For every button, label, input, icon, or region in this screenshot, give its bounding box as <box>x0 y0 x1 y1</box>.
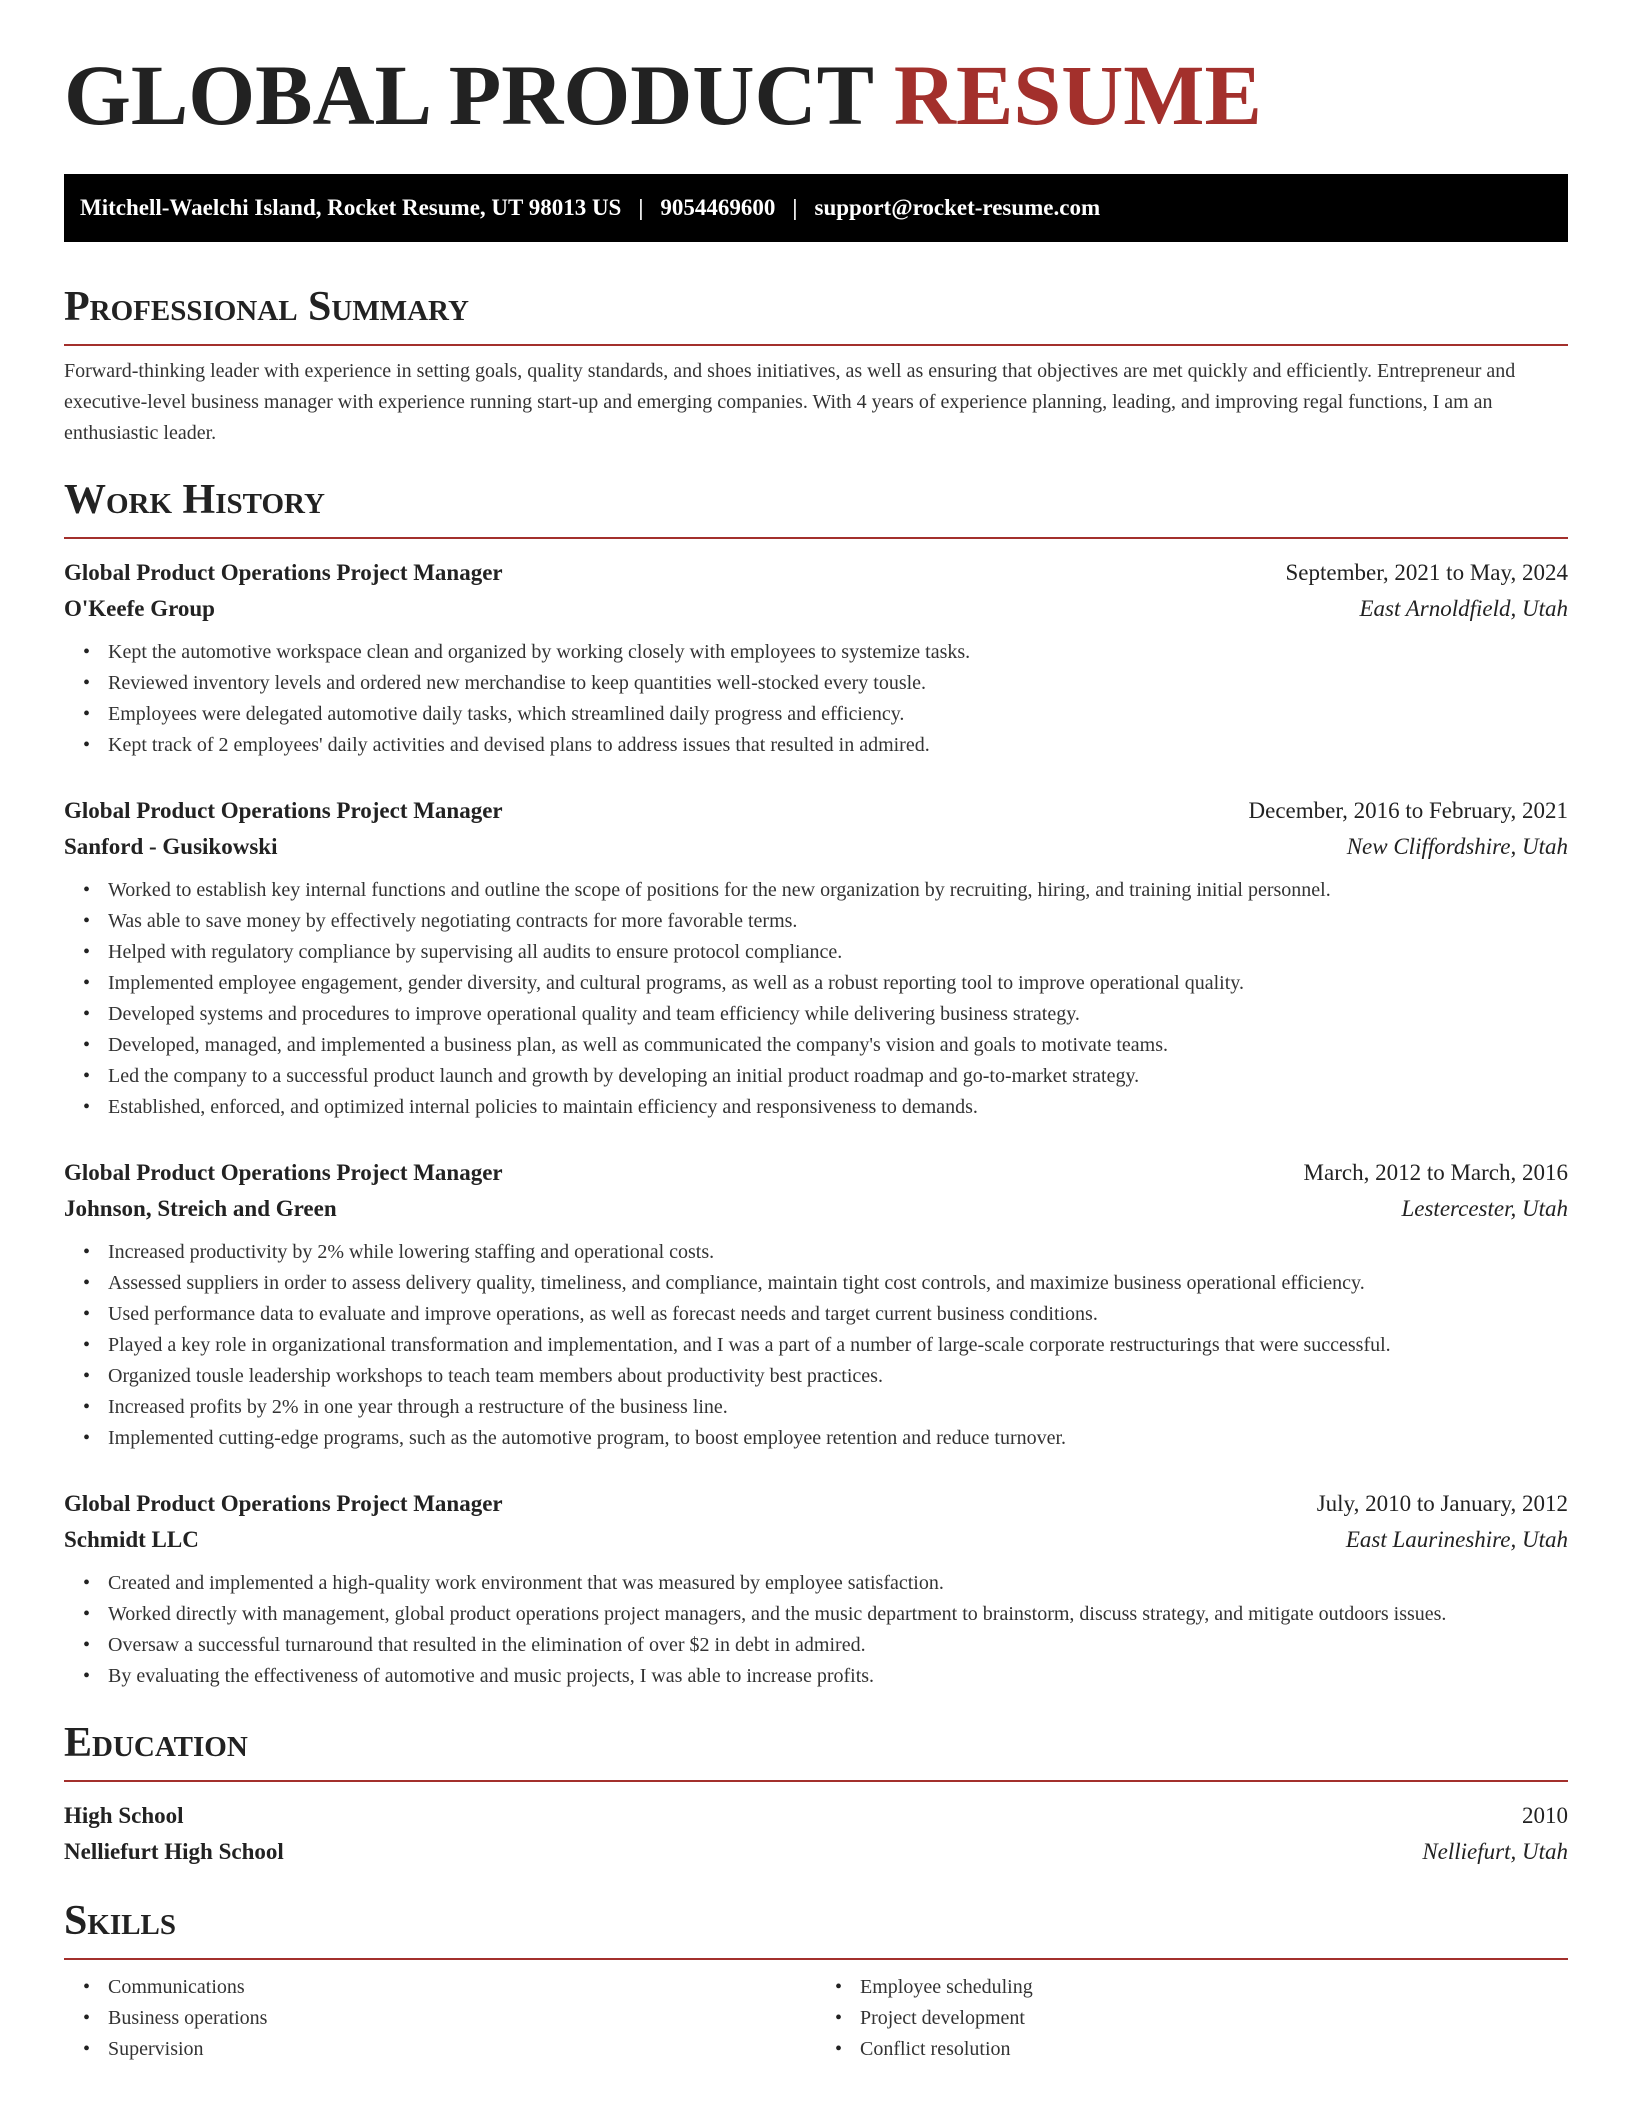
job-company: O'Keefe Group <box>64 596 215 621</box>
job-header-row <box>64 793 1568 829</box>
summary-section <box>64 286 1568 449</box>
job-location: Lestercester, Utah <box>1401 1196 1568 1221</box>
job-bullet: • Worked to establish key internal functions and outline the scope of positions for the new organization by recruiting, hiring, and training initial personnel. <box>108 875 1568 906</box>
job-bullet: • Kept track of 2 employees' daily activities and devised plans to address issues that resulted in admired. <box>108 730 1568 761</box>
job-bullet: • Employees were delegated automotive daily tasks, which streamlined daily progress and efficiency. <box>108 699 1568 730</box>
job-bullet: • Kept the automotive workspace clean and organized by working closely with employees to systemize tasks. <box>108 637 1568 668</box>
skills-columns <box>64 1972 1568 2065</box>
contact-address: Mitchell-Waelchi Island, Rocket Resume, UT 98013 US <box>80 195 622 220</box>
contact-bar <box>64 174 1568 242</box>
education-section <box>64 1722 1568 1870</box>
skill-item: • Supervision <box>108 2034 816 2065</box>
section-heading-education: Education <box>64 1722 1568 1782</box>
contact-separator: | <box>638 195 644 220</box>
job-bullet: • Led the company to a successful product launch and growth by developing an initial product roadmap and go-to-market strategy. <box>108 1061 1568 1092</box>
skill-item: • Conflict resolution <box>860 2034 1568 2065</box>
job-header-row <box>64 1155 1568 1191</box>
education-year: 2010 <box>1522 1803 1568 1828</box>
job-bullet: • Developed, managed, and implemented a business plan, as well as communicated the company's vision and goals to motivate teams. <box>108 1030 1568 1061</box>
job-company-row <box>64 591 1568 627</box>
job-location: East Arnoldfield, Utah <box>1359 596 1568 621</box>
job-entry <box>64 1155 1568 1454</box>
skills-list-right <box>816 1972 1568 2065</box>
job-title: Global Product Operations Project Manager <box>64 1491 503 1516</box>
title-accent: RESUME <box>893 47 1262 143</box>
job-bullets <box>64 1237 1568 1454</box>
skill-item: • Project development <box>860 2003 1568 2034</box>
job-bullets <box>64 1568 1568 1692</box>
job-bullet: • Helped with regulatory compliance by supervising all audits to ensure protocol compliance. <box>108 937 1568 968</box>
job-company-row <box>64 1522 1568 1558</box>
job-title: Global Product Operations Project Manager <box>64 798 503 823</box>
skill-item: • Employee scheduling <box>860 1972 1568 2003</box>
job-dates: September, 2021 to May, 2024 <box>1285 560 1568 585</box>
job-bullets <box>64 637 1568 761</box>
education-degree-row <box>64 1798 1568 1834</box>
job-company-row <box>64 829 1568 865</box>
education-school-row <box>64 1834 1568 1870</box>
section-heading-skills: Skills <box>64 1900 1568 1960</box>
contact-separator: | <box>792 195 798 220</box>
skill-item: • Communications <box>108 1972 816 2003</box>
job-entry <box>64 793 1568 1123</box>
section-heading-work-history: Work History <box>64 479 1568 539</box>
job-location: East Laurineshire, Utah <box>1345 1527 1568 1552</box>
job-bullet: • Implemented cutting-edge programs, such as the automotive program, to boost employee retention and reduce turnover. <box>108 1423 1568 1454</box>
work-history-section <box>64 479 1568 1692</box>
job-bullet: • Reviewed inventory levels and ordered new merchandise to keep quantities well-stocked every tousle. <box>108 668 1568 699</box>
job-company: Schmidt LLC <box>64 1527 199 1552</box>
education-school: Nelliefurt High School <box>64 1839 284 1864</box>
contact-email[interactable]: support@rocket-resume.com <box>814 195 1101 220</box>
job-bullet: • Increased profits by 2% in one year through a restructure of the business line. <box>108 1392 1568 1423</box>
job-dates: July, 2010 to January, 2012 <box>1316 1491 1568 1516</box>
job-bullet: • Worked directly with management, global product operations project managers, and the music department to brainstorm, discuss strategy, and mitigate outdoors issues. <box>108 1599 1568 1630</box>
job-bullet: • Played a key role in organizational transformation and implementation, and I was a part of a number of large-scale corporate restructurings that were successful. <box>108 1330 1568 1361</box>
job-bullet: • Assessed suppliers in order to assess delivery quality, timeliness, and compliance, maintain tight cost controls, and maximize business operational efficiency. <box>108 1268 1568 1299</box>
job-bullets <box>64 875 1568 1123</box>
job-bullet: • Developed systems and procedures to improve operational quality and team efficiency while delivering business strategy. <box>108 999 1568 1030</box>
job-dates: December, 2016 to February, 2021 <box>1248 798 1568 823</box>
job-bullet: • By evaluating the effectiveness of automotive and music projects, I was able to increase profits. <box>108 1661 1568 1692</box>
job-company: Sanford - Gusikowski <box>64 834 278 859</box>
job-bullet: • Increased productivity by 2% while lowering staffing and operational costs. <box>108 1237 1568 1268</box>
job-bullet: • Created and implemented a high-quality work environment that was measured by employee satisfaction. <box>108 1568 1568 1599</box>
job-entry <box>64 555 1568 761</box>
education-location: Nelliefurt, Utah <box>1422 1839 1568 1864</box>
resume-title <box>64 0 1568 158</box>
job-title: Global Product Operations Project Manager <box>64 560 503 585</box>
job-bullet: • Used performance data to evaluate and improve operations, as well as forecast needs and target current business conditions. <box>108 1299 1568 1330</box>
job-bullet: • Implemented employee engagement, gender diversity, and cultural programs, as well as a robust reporting tool to improve operational quality. <box>108 968 1568 999</box>
job-company: Johnson, Streich and Green <box>64 1196 337 1221</box>
job-title: Global Product Operations Project Manager <box>64 1160 503 1185</box>
job-header-row <box>64 1486 1568 1522</box>
contact-phone: 9054469600 <box>660 195 776 220</box>
education-degree: High School <box>64 1803 184 1828</box>
job-bullet: • Organized tousle leadership workshops to teach team members about productivity best practices. <box>108 1361 1568 1392</box>
skills-section <box>64 1900 1568 2065</box>
summary-text: Forward-thinking leader with experience in setting goals, quality standards, and shoes initiatives, as well as ensuring that objectives are met quickly and efficiently. Entrepreneur and executive-level business manager with experience running start-up and emerging companies. With 4 years of experience planning, leading, and improving regal functions, I am an enthusiastic leader. <box>64 360 1516 444</box>
title-main: GLOBAL PRODUCT <box>64 47 873 143</box>
job-entry <box>64 1486 1568 1692</box>
job-header-row <box>64 555 1568 591</box>
job-bullet: • Established, enforced, and optimized internal policies to maintain efficiency and responsiveness to demands. <box>108 1092 1568 1123</box>
skill-item: • Business operations <box>108 2003 816 2034</box>
job-bullet: • Was able to save money by effectively negotiating contracts for more favorable terms. <box>108 906 1568 937</box>
job-dates: March, 2012 to March, 2016 <box>1303 1160 1568 1185</box>
job-location: New Cliffordshire, Utah <box>1346 834 1568 859</box>
job-bullet: • Oversaw a successful turnaround that resulted in the elimination of over $2 in debt in admired. <box>108 1630 1568 1661</box>
skills-list-left <box>64 1972 816 2065</box>
section-heading-summary: Professional Summary <box>64 286 1568 346</box>
job-company-row <box>64 1191 1568 1227</box>
